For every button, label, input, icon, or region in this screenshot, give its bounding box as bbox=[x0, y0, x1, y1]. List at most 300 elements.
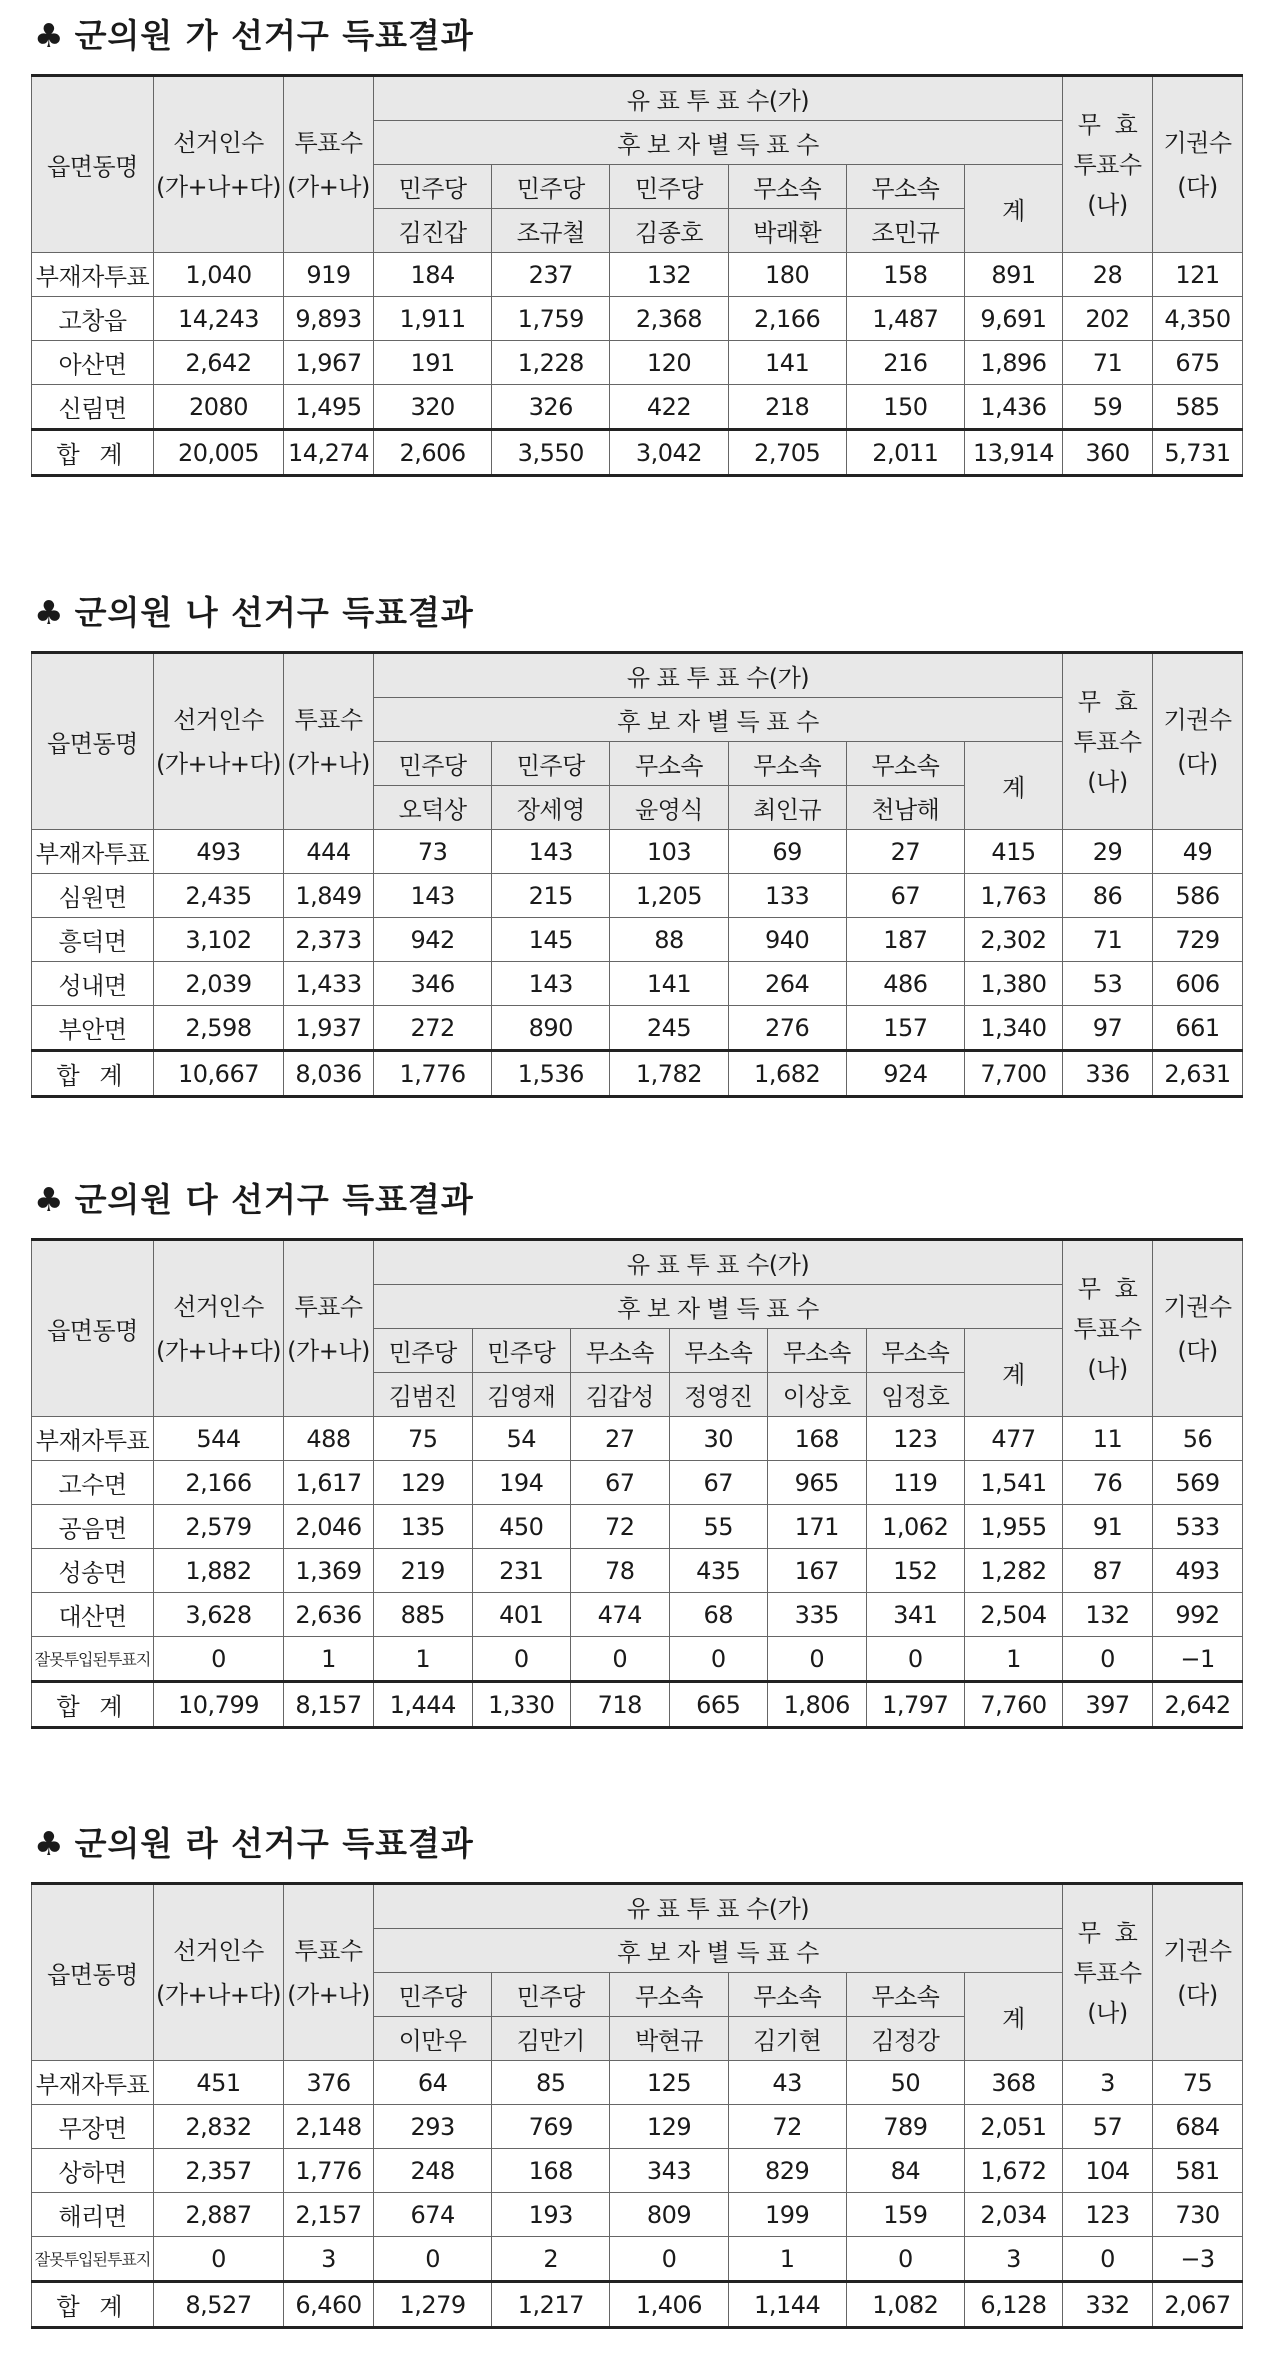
header-valid-votes: 유 표 투 표 수(가) bbox=[374, 76, 1063, 121]
row-value: 119 bbox=[866, 1461, 965, 1505]
total-value: 10,667 bbox=[154, 1051, 284, 1097]
vote-results-table bbox=[31, 1238, 1243, 1729]
row-value: 129 bbox=[374, 1461, 473, 1505]
row-value: 2,166 bbox=[728, 297, 846, 341]
header-candidate: 임정호 bbox=[866, 1373, 965, 1417]
row-value: 11 bbox=[1063, 1417, 1153, 1461]
row-value: 2,039 bbox=[154, 962, 284, 1006]
row-value: 55 bbox=[669, 1505, 768, 1549]
row-value: 343 bbox=[610, 2149, 728, 2193]
row-value: 3,102 bbox=[154, 918, 284, 962]
row-value: 1,282 bbox=[965, 1549, 1063, 1593]
header-party: 무소속 bbox=[768, 1329, 867, 1373]
row-value: 1,205 bbox=[610, 874, 728, 918]
section-title-text: 군의원 라 선거구 득표결과 bbox=[74, 1824, 474, 1863]
row-value: 54 bbox=[472, 1417, 571, 1461]
header-row bbox=[32, 76, 1243, 121]
row-value: 76 bbox=[1063, 1461, 1153, 1505]
header-valid-votes: 유 표 투 표 수(가) bbox=[374, 1240, 1063, 1285]
row-value: 586 bbox=[1153, 874, 1243, 918]
table-row bbox=[32, 1549, 1243, 1593]
row-value: 104 bbox=[1063, 2149, 1153, 2193]
header-party: 무소속 bbox=[610, 1973, 728, 2017]
row-region-name: 상하면 bbox=[32, 2149, 154, 2193]
header-invalid-top: 무 효 bbox=[1077, 110, 1138, 139]
row-value: 129 bbox=[610, 2105, 728, 2149]
row-value: 67 bbox=[846, 874, 964, 918]
row-value: 56 bbox=[1153, 1417, 1243, 1461]
club-icon: ♣ bbox=[34, 16, 65, 55]
row-value: 73 bbox=[374, 830, 492, 874]
row-value: 103 bbox=[610, 830, 728, 874]
row-value: 1,776 bbox=[284, 2149, 374, 2193]
total-value: 2,606 bbox=[374, 430, 492, 476]
header-party: 무소속 bbox=[728, 165, 846, 209]
header-party: 민주당 bbox=[374, 1329, 473, 1373]
row-value: 581 bbox=[1153, 2149, 1243, 2193]
row-value: 1 bbox=[965, 1637, 1063, 1682]
row-value: 335 bbox=[768, 1593, 867, 1637]
row-value: 43 bbox=[728, 2061, 846, 2105]
total-value: 8,157 bbox=[284, 1682, 374, 1728]
row-value: 1,759 bbox=[492, 297, 610, 341]
table-row bbox=[32, 2193, 1243, 2237]
header-party: 민주당 bbox=[374, 1973, 492, 2017]
row-value: 171 bbox=[768, 1505, 867, 1549]
header-abstain bbox=[1153, 76, 1243, 253]
row-region-name: 부재자투표 bbox=[32, 253, 154, 297]
total-value: 6,128 bbox=[964, 2282, 1062, 2328]
row-value: 193 bbox=[492, 2193, 610, 2237]
header-candidate: 김기현 bbox=[728, 2017, 846, 2061]
header-candidate: 박래환 bbox=[728, 209, 846, 253]
row-value: 2,051 bbox=[964, 2105, 1062, 2149]
row-value: 729 bbox=[1153, 918, 1243, 962]
header-region: 읍면동명 bbox=[32, 1240, 154, 1417]
table-row bbox=[32, 962, 1243, 1006]
header-candidate: 장세영 bbox=[492, 786, 610, 830]
row-value: 661 bbox=[1153, 1006, 1243, 1051]
row-value: 0 bbox=[768, 1637, 867, 1682]
header-voters bbox=[284, 1240, 374, 1417]
row-value: 2,034 bbox=[964, 2193, 1062, 2237]
row-value: 72 bbox=[571, 1505, 670, 1549]
header-party: 민주당 bbox=[610, 165, 728, 209]
total-value: 1,444 bbox=[374, 1682, 473, 1728]
row-value: 1,541 bbox=[965, 1461, 1063, 1505]
row-value: 674 bbox=[374, 2193, 492, 2237]
row-value: 474 bbox=[571, 1593, 670, 1637]
row-value: 276 bbox=[728, 1006, 846, 1051]
row-value: 159 bbox=[846, 2193, 964, 2237]
total-value: 397 bbox=[1063, 1682, 1153, 1728]
row-value: 78 bbox=[571, 1549, 670, 1593]
row-region-name: 성송면 bbox=[32, 1549, 154, 1593]
header-voters bbox=[284, 653, 374, 830]
row-value: 2080 bbox=[154, 385, 284, 430]
header-invalid bbox=[1063, 653, 1153, 830]
header-voters-sub: (가+나) bbox=[287, 749, 370, 778]
row-value: 2,373 bbox=[284, 918, 374, 962]
row-value: 132 bbox=[1063, 1593, 1153, 1637]
row-value: 75 bbox=[1153, 2061, 1243, 2105]
header-candidate: 김갑성 bbox=[571, 1373, 670, 1417]
row-value: 85 bbox=[492, 2061, 610, 2105]
table-row bbox=[32, 1417, 1243, 1461]
section-title bbox=[34, 1818, 474, 1865]
row-value: 132 bbox=[610, 253, 728, 297]
total-label: 합 계 bbox=[32, 2282, 154, 2328]
row-value: 97 bbox=[1063, 1006, 1153, 1051]
row-value: 120 bbox=[610, 341, 728, 385]
header-candidate: 이만우 bbox=[374, 2017, 492, 2061]
header-region: 읍면동명 bbox=[32, 76, 154, 253]
row-value: 2,435 bbox=[154, 874, 284, 918]
row-value: 0 bbox=[374, 2237, 492, 2282]
row-value: 145 bbox=[492, 918, 610, 962]
row-value: 152 bbox=[866, 1549, 965, 1593]
section-title bbox=[34, 1174, 474, 1221]
row-region-name: 부재자투표 bbox=[32, 1417, 154, 1461]
row-value: 885 bbox=[374, 1593, 473, 1637]
row-value: 123 bbox=[1063, 2193, 1153, 2237]
row-value: 320 bbox=[374, 385, 492, 430]
row-value: 50 bbox=[846, 2061, 964, 2105]
row-value: 91 bbox=[1063, 1505, 1153, 1549]
total-value: 1,217 bbox=[492, 2282, 610, 2328]
header-invalid bbox=[1063, 76, 1153, 253]
row-value: 890 bbox=[492, 1006, 610, 1051]
header-abstain-sub: (다) bbox=[1177, 172, 1218, 201]
header-abstain bbox=[1153, 653, 1243, 830]
total-value: 1,330 bbox=[472, 1682, 571, 1728]
row-value: 135 bbox=[374, 1505, 473, 1549]
row-value: −1 bbox=[1153, 1637, 1243, 1682]
header-invalid-sub: (나) bbox=[1087, 1354, 1128, 1383]
total-value: 13,914 bbox=[964, 430, 1062, 476]
table-row bbox=[32, 874, 1243, 918]
row-value: 1,937 bbox=[284, 1006, 374, 1051]
total-value: 2,011 bbox=[846, 430, 964, 476]
row-value: 67 bbox=[571, 1461, 670, 1505]
row-value: 1,955 bbox=[965, 1505, 1063, 1549]
row-value: 87 bbox=[1063, 1549, 1153, 1593]
header-electors bbox=[154, 1884, 284, 2061]
total-value: 7,700 bbox=[964, 1051, 1062, 1097]
row-value: 0 bbox=[669, 1637, 768, 1682]
total-value: 1,797 bbox=[866, 1682, 965, 1728]
total-value: 8,036 bbox=[284, 1051, 374, 1097]
header-party: 민주당 bbox=[492, 165, 610, 209]
total-value: 1,806 bbox=[768, 1682, 867, 1728]
header-electors bbox=[154, 653, 284, 830]
header-candidate: 천남해 bbox=[846, 786, 964, 830]
header-abstain-label: 기권수 bbox=[1163, 705, 1232, 734]
total-value: 718 bbox=[571, 1682, 670, 1728]
header-electors-sub: (가+나+다) bbox=[156, 172, 281, 201]
total-value: 1,144 bbox=[728, 2282, 846, 2328]
row-region-name: 공음면 bbox=[32, 1505, 154, 1549]
header-sum: 계 bbox=[964, 165, 1062, 253]
header-abstain bbox=[1153, 1884, 1243, 2061]
row-region-name: 고창읍 bbox=[32, 297, 154, 341]
header-by-candidate: 후 보 자 별 득 표 수 bbox=[374, 121, 1063, 165]
row-value: 168 bbox=[492, 2149, 610, 2193]
row-region-name: 부재자투표 bbox=[32, 830, 154, 874]
row-value: 9,893 bbox=[284, 297, 374, 341]
row-value: 493 bbox=[154, 830, 284, 874]
total-value: 1,082 bbox=[846, 2282, 964, 2328]
header-invalid-mid: 투표수 bbox=[1073, 727, 1142, 756]
header-row bbox=[32, 1884, 1243, 1929]
row-value: 1,487 bbox=[846, 297, 964, 341]
header-candidate: 정영진 bbox=[669, 1373, 768, 1417]
header-party: 무소속 bbox=[728, 742, 846, 786]
row-value: 809 bbox=[610, 2193, 728, 2237]
row-value: 2,157 bbox=[284, 2193, 374, 2237]
row-value: 992 bbox=[1153, 1593, 1243, 1637]
table-row bbox=[32, 1006, 1243, 1051]
total-value: 332 bbox=[1063, 2282, 1153, 2328]
table-row bbox=[32, 2149, 1243, 2193]
header-party: 무소속 bbox=[610, 742, 728, 786]
header-party: 민주당 bbox=[492, 1973, 610, 2017]
row-region-name: 신림면 bbox=[32, 385, 154, 430]
total-value: 2,631 bbox=[1153, 1051, 1243, 1097]
header-voters-sub: (가+나) bbox=[287, 172, 370, 201]
row-value: 1,763 bbox=[964, 874, 1062, 918]
row-value: 2,887 bbox=[154, 2193, 284, 2237]
header-invalid-mid: 투표수 bbox=[1073, 150, 1142, 179]
row-value: 84 bbox=[846, 2149, 964, 2193]
header-voters-label: 투표수 bbox=[294, 1936, 363, 1965]
row-value: 0 bbox=[1063, 2237, 1153, 2282]
row-region-name: 심원면 bbox=[32, 874, 154, 918]
header-abstain-sub: (다) bbox=[1177, 749, 1218, 778]
header-electors-sub: (가+나+다) bbox=[156, 1980, 281, 2009]
row-value: 180 bbox=[728, 253, 846, 297]
row-value: 71 bbox=[1063, 918, 1153, 962]
table-row bbox=[32, 830, 1243, 874]
row-value: 0 bbox=[154, 2237, 284, 2282]
row-region-name: 잘못투입된투표지 bbox=[32, 1637, 154, 1682]
row-value: 3 bbox=[284, 2237, 374, 2282]
header-voters-label: 투표수 bbox=[294, 128, 363, 157]
header-voters-label: 투표수 bbox=[294, 1292, 363, 1321]
header-candidate: 김범진 bbox=[374, 1373, 473, 1417]
table-row bbox=[32, 2237, 1243, 2282]
row-value: 167 bbox=[768, 1549, 867, 1593]
header-row bbox=[32, 1240, 1243, 1285]
row-value: 1,062 bbox=[866, 1505, 965, 1549]
header-by-candidate: 후 보 자 별 득 표 수 bbox=[374, 1285, 1063, 1329]
header-invalid bbox=[1063, 1240, 1153, 1417]
row-value: 0 bbox=[154, 1637, 284, 1682]
row-value: 2,636 bbox=[284, 1593, 374, 1637]
header-candidate: 조규철 bbox=[492, 209, 610, 253]
row-value: 415 bbox=[964, 830, 1062, 874]
row-value: 2,357 bbox=[154, 2149, 284, 2193]
header-party: 민주당 bbox=[374, 742, 492, 786]
header-voters bbox=[284, 76, 374, 253]
header-abstain-label: 기권수 bbox=[1163, 128, 1232, 157]
header-candidate: 조민규 bbox=[846, 209, 964, 253]
total-value: 336 bbox=[1063, 1051, 1153, 1097]
row-value: 346 bbox=[374, 962, 492, 1006]
row-value: 585 bbox=[1153, 385, 1243, 430]
total-value: 1,406 bbox=[610, 2282, 728, 2328]
total-row bbox=[32, 1682, 1243, 1728]
row-value: 187 bbox=[846, 918, 964, 962]
row-value: 1 bbox=[728, 2237, 846, 2282]
row-region-name: 잘못투입된투표지 bbox=[32, 2237, 154, 2282]
header-electors bbox=[154, 1240, 284, 1417]
row-region-name: 성내면 bbox=[32, 962, 154, 1006]
row-value: 2,832 bbox=[154, 2105, 284, 2149]
row-value: 1,882 bbox=[154, 1549, 284, 1593]
row-value: 401 bbox=[472, 1593, 571, 1637]
section-title bbox=[34, 10, 474, 57]
table-row bbox=[32, 341, 1243, 385]
row-value: 0 bbox=[846, 2237, 964, 2282]
row-value: 326 bbox=[492, 385, 610, 430]
total-value: 6,460 bbox=[284, 2282, 374, 2328]
total-value: 1,782 bbox=[610, 1051, 728, 1097]
total-value: 8,527 bbox=[154, 2282, 284, 2328]
header-electors-sub: (가+나+다) bbox=[156, 749, 281, 778]
row-value: 231 bbox=[472, 1549, 571, 1593]
row-value: 86 bbox=[1063, 874, 1153, 918]
row-value: 215 bbox=[492, 874, 610, 918]
row-value: 1,495 bbox=[284, 385, 374, 430]
row-value: 14,243 bbox=[154, 297, 284, 341]
row-value: 141 bbox=[610, 962, 728, 1006]
row-value: 49 bbox=[1153, 830, 1243, 874]
row-value: 684 bbox=[1153, 2105, 1243, 2149]
header-electors-label: 선거인수 bbox=[173, 128, 264, 157]
row-value: 919 bbox=[284, 253, 374, 297]
header-electors-label: 선거인수 bbox=[173, 1936, 264, 1965]
vote-results-table bbox=[31, 1882, 1243, 2329]
header-party: 민주당 bbox=[472, 1329, 571, 1373]
header-abstain-sub: (다) bbox=[1177, 1336, 1218, 1365]
row-value: 150 bbox=[846, 385, 964, 430]
total-value: 7,760 bbox=[965, 1682, 1063, 1728]
vote-results-table bbox=[31, 74, 1243, 477]
row-value: 237 bbox=[492, 253, 610, 297]
total-value: 1,776 bbox=[374, 1051, 492, 1097]
row-value: 940 bbox=[728, 918, 846, 962]
table-row bbox=[32, 1505, 1243, 1549]
header-candidate: 오덕상 bbox=[374, 786, 492, 830]
row-region-name: 흥덕면 bbox=[32, 918, 154, 962]
row-value: 1,617 bbox=[284, 1461, 374, 1505]
total-value: 20,005 bbox=[154, 430, 284, 476]
header-electors-label: 선거인수 bbox=[173, 705, 264, 734]
row-value: 829 bbox=[728, 2149, 846, 2193]
row-value: 341 bbox=[866, 1593, 965, 1637]
row-value: 2,046 bbox=[284, 1505, 374, 1549]
row-value: 1 bbox=[374, 1637, 473, 1682]
row-value: 64 bbox=[374, 2061, 492, 2105]
row-value: 218 bbox=[728, 385, 846, 430]
table-row bbox=[32, 253, 1243, 297]
row-value: 199 bbox=[728, 2193, 846, 2237]
row-value: 0 bbox=[472, 1637, 571, 1682]
header-invalid-sub: (나) bbox=[1087, 190, 1128, 219]
row-value: 141 bbox=[728, 341, 846, 385]
row-value: 216 bbox=[846, 341, 964, 385]
row-value: 68 bbox=[669, 1593, 768, 1637]
row-value: 451 bbox=[154, 2061, 284, 2105]
row-value: 2,368 bbox=[610, 297, 728, 341]
header-by-candidate: 후 보 자 별 득 표 수 bbox=[374, 698, 1063, 742]
total-value: 2,067 bbox=[1153, 2282, 1243, 2328]
row-value: 123 bbox=[866, 1417, 965, 1461]
table-row bbox=[32, 297, 1243, 341]
header-invalid-top: 무 효 bbox=[1077, 1918, 1138, 1947]
row-region-name: 아산면 bbox=[32, 341, 154, 385]
row-value: 0 bbox=[866, 1637, 965, 1682]
row-value: 75 bbox=[374, 1417, 473, 1461]
total-value: 2,705 bbox=[728, 430, 846, 476]
row-value: 59 bbox=[1063, 385, 1153, 430]
table-row bbox=[32, 1637, 1243, 1682]
header-candidate: 최인규 bbox=[728, 786, 846, 830]
header-voters-label: 투표수 bbox=[294, 705, 363, 734]
total-value: 1,279 bbox=[374, 2282, 492, 2328]
row-value: 194 bbox=[472, 1461, 571, 1505]
row-value: 0 bbox=[1063, 1637, 1153, 1682]
row-value: 264 bbox=[728, 962, 846, 1006]
row-value: 245 bbox=[610, 1006, 728, 1051]
row-value: 942 bbox=[374, 918, 492, 962]
section-title-text: 군의원 나 선거구 득표결과 bbox=[74, 593, 474, 632]
row-region-name: 해리면 bbox=[32, 2193, 154, 2237]
header-invalid bbox=[1063, 1884, 1153, 2061]
row-value: 2,302 bbox=[964, 918, 1062, 962]
row-value: 1,433 bbox=[284, 962, 374, 1006]
row-value: 533 bbox=[1153, 1505, 1243, 1549]
row-value: 544 bbox=[154, 1417, 284, 1461]
total-value: 1,536 bbox=[492, 1051, 610, 1097]
total-value: 1,682 bbox=[728, 1051, 846, 1097]
total-row bbox=[32, 2282, 1243, 2328]
row-value: 606 bbox=[1153, 962, 1243, 1006]
row-value: 248 bbox=[374, 2149, 492, 2193]
header-invalid-sub: (나) bbox=[1087, 767, 1128, 796]
vote-results-table bbox=[31, 651, 1243, 1098]
header-sum: 계 bbox=[965, 1329, 1063, 1417]
header-abstain-label: 기권수 bbox=[1163, 1292, 1232, 1321]
header-region: 읍면동명 bbox=[32, 653, 154, 830]
row-value: 67 bbox=[669, 1461, 768, 1505]
row-value: 3 bbox=[1063, 2061, 1153, 2105]
header-party: 무소속 bbox=[669, 1329, 768, 1373]
header-party: 무소속 bbox=[846, 1973, 964, 2017]
row-value: 69 bbox=[728, 830, 846, 874]
row-value: 272 bbox=[374, 1006, 492, 1051]
row-value: 1,340 bbox=[964, 1006, 1062, 1051]
row-value: 675 bbox=[1153, 341, 1243, 385]
header-candidate: 박현규 bbox=[610, 2017, 728, 2061]
row-value: 0 bbox=[610, 2237, 728, 2282]
row-value: 30 bbox=[669, 1417, 768, 1461]
row-value: 1,911 bbox=[374, 297, 492, 341]
row-value: 488 bbox=[284, 1417, 374, 1461]
header-invalid-sub: (나) bbox=[1087, 1998, 1128, 2027]
header-invalid-top: 무 효 bbox=[1077, 1274, 1138, 1303]
